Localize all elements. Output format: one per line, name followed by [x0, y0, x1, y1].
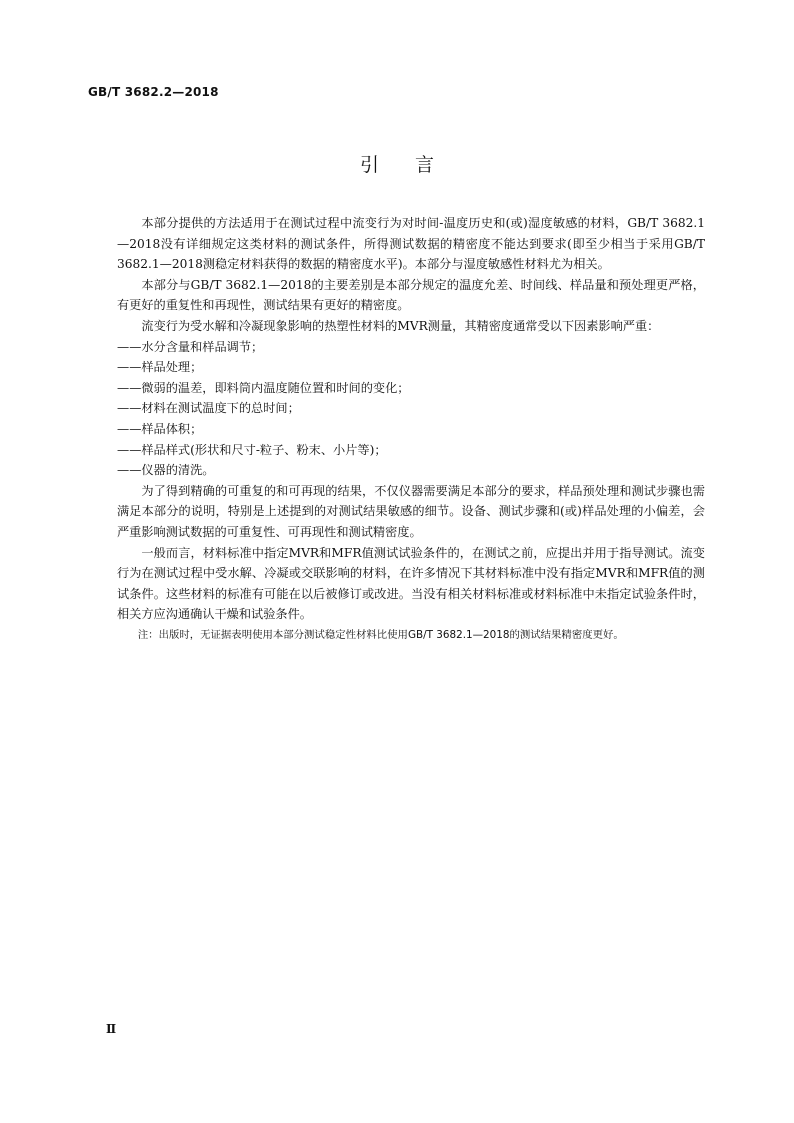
list-item: ——样品处理；: [117, 360, 203, 375]
paragraph-3: 流变行为受水解和冷凝现象影响的热塑性材料的MVR测量，其精密度通常受以下因素影响严重：: [141, 318, 660, 333]
note: 注：出版时，无证据表明使用本部分测试稳定性材料比使用GB/T 3682.1—2018的测试结果精密度更好。: [137, 628, 624, 641]
paragraph-1: 本部分提供的方法适用于在测试过程中流变行为对时间-温度历史和(或)湿度敏感的材料，GB/T 3682.1—2018没有详细规定这类材料的测试条件，所得测试数据的精密度不能达到要求(即至少相当于采用GB/T 3682.1—2018测稳定材料获得的数据的精密度水平)。本部分与湿度敏感性材料尤为相关。: [117, 216, 705, 272]
paragraph-2: 本部分与GB/T 3682.1—2018的主要差别是本部分规定的温度允差、时间线、样品量和预处理更严格，有更好的重复性和再现性，测试结果有更好的精密度。: [117, 277, 705, 313]
paragraph-4: 为了得到精确的可重复的和可再现的结果，不仅仪器需要满足本部分的要求，样品预处理和测试步骤也需满足本部分的说明，特别是上述提到的对测试结果敏感的细节。设备、测试步骤和(或)样品处理的小偏差，会严重影响测试数据的可重复性、可再现性和测试精密度。: [117, 483, 705, 539]
list-item: ——水分含量和样品调节；: [117, 339, 264, 354]
paragraph-5: 一般而言，材料标准中指定MVR和MFR值测试试验条件的，在测试之前，应提出并用于指导测试。流变行为在测试过程中受水解、冷凝或交联影响的材料，在许多情况下其材料标准中没有指定MVR和MFR值的测试条件。这些材料的标准有可能在以后被修订或改进。当没有相关材料标准或材料标准中未指定试验条件时，相关方应沟通确认干燥和试验条件。: [117, 545, 705, 622]
list-item: ——仪器的清洗。: [117, 463, 215, 478]
document-body: [117, 213, 705, 645]
standard-code: GB/T 3682.2—2018: [88, 85, 219, 99]
list-item: ——材料在测试温度下的总时间；: [117, 401, 300, 416]
list-item: ——样品样式(形状和尺寸-粒子、粉末、小片等)；: [117, 442, 387, 457]
page-title: 引言: [359, 154, 470, 176]
page-number: Ⅱ: [106, 1022, 117, 1036]
list-item: ——微弱的温差，即料筒内温度随位置和时间的变化；: [117, 380, 410, 395]
list-item: ——样品体积；: [117, 421, 203, 436]
